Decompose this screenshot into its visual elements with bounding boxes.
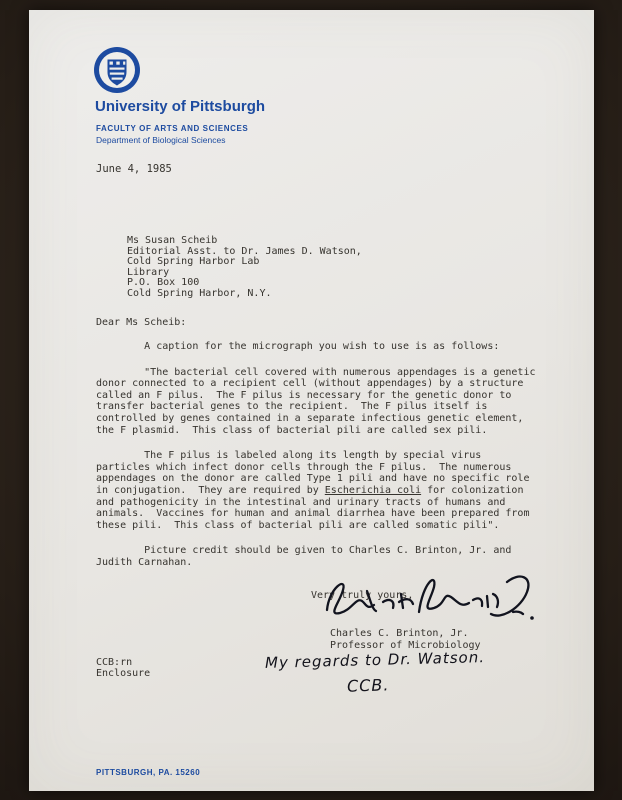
body-intro: A caption for the micrograph you wish to use is as follows: xyxy=(144,341,500,352)
handwritten-initials: CCB. xyxy=(346,675,390,696)
body-paragraph-2-underlined-term: Escherichia coli xyxy=(324,484,422,496)
letter-body xyxy=(96,341,542,583)
recipient-line: Ms Susan Scheib xyxy=(127,235,218,246)
reference-initials: CCB:rn xyxy=(96,657,133,668)
letter-date: June 4, 1985 xyxy=(96,163,172,175)
body-paragraph-2 xyxy=(96,450,539,531)
reference-block xyxy=(96,657,150,680)
handwritten-note: My regards to Dr. Watson. xyxy=(264,648,486,672)
letter-page xyxy=(29,10,594,791)
body-credit: Picture credit should be given to Charles C. Brinton, Jr. and Judith Carnahan. xyxy=(96,545,518,568)
typed-signer-name: Charles C. Brinton, Jr. xyxy=(330,628,469,639)
body-paragraph-2-pre: The F pilus is labeled along its length by special virus particles which infect donor cells through the F pilus. The numerous appendages on the donor are called Type 1 pili and have no specific role in conjugation. They are required by xyxy=(96,450,536,496)
letterhead-university: University of Pittsburgh xyxy=(95,98,266,115)
recipient-line: Cold Spring Harbor, N.Y. xyxy=(127,287,272,299)
recipient-line: Library xyxy=(127,266,170,278)
letterhead-footer-address: PITTSBURGH, PA. 15260 xyxy=(96,768,201,777)
valediction: Very truly yours, xyxy=(311,590,414,601)
typed-signer-title: Professor of Microbiology xyxy=(330,640,481,651)
pitt-seal-icon xyxy=(93,46,141,94)
enclosure-notation: Enclosure xyxy=(96,668,151,680)
body-paragraph-1: "The bacterial cell covered with numerous appendages is a genetic donor connected to a recipient cell (without appendages) by a structure called an F pilus. The F pilus is necessary for the genetic donor to transfer bacterial genes to the recipient. The F pilus itself is controlled by genes contained in a separate infectious genetic element, the F plasmid. This class of bacterial pili are called sex pili. xyxy=(96,366,542,436)
recipient-line: Cold Spring Harbor Lab xyxy=(127,256,260,268)
salutation: Dear Ms Scheib: xyxy=(96,317,187,328)
letterhead-department: Department of Biological Sciences xyxy=(96,135,226,145)
recipient-address xyxy=(127,236,362,300)
handwritten-signature xyxy=(315,566,537,634)
body-paragraph-2-post: for colonization and pathogenicity in the intestinal and urinary tracts of humans and animals. Vaccines for human and animal diarrhea have been prepared from these pili. This class of bacterial pili are called somatic pili". xyxy=(96,484,536,531)
recipient-line: Editorial Asst. to Dr. James D. Watson, xyxy=(127,245,362,257)
recipient-line: P.O. Box 100 xyxy=(127,277,200,289)
letterhead-faculty: FACULTY OF ARTS AND SCIENCES xyxy=(96,124,249,133)
